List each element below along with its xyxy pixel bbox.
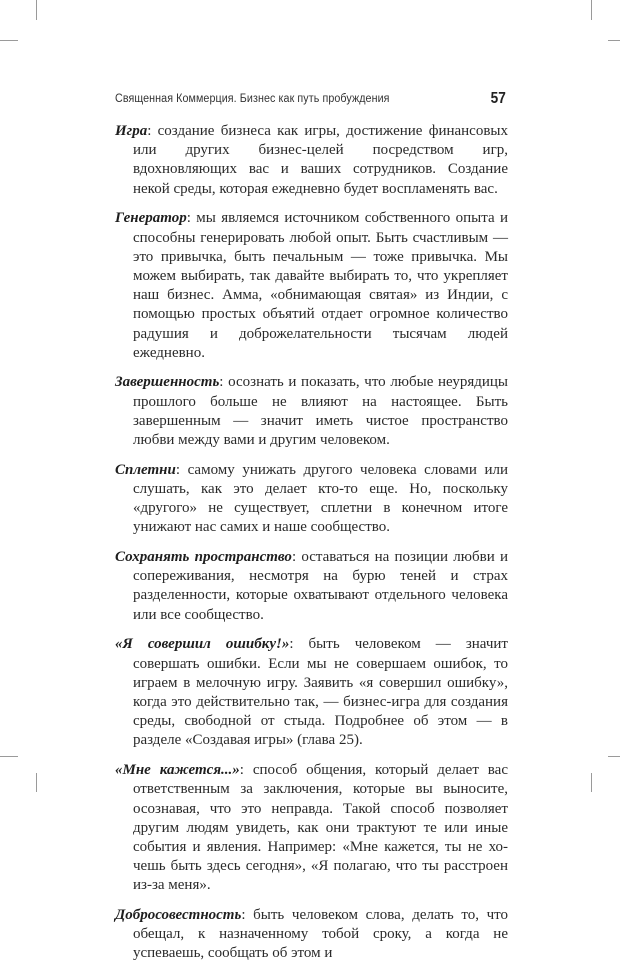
crop-mark-bottom-right-vertical xyxy=(591,773,592,792)
entry-separator: : xyxy=(219,374,224,391)
entry-separator: : xyxy=(175,461,181,478)
glossary-entry-integrity xyxy=(115,906,508,964)
entry-term: Сплетни xyxy=(115,461,176,478)
entry-term: Генератор xyxy=(115,210,187,227)
entry-definition: самому унижать другого человека словами или слушать, как это делает кто-то еще. Но, поскольку «другого» не существует, сплетни в конечном итоге унижают нас самих и наше сообщество. xyxy=(133,461,508,536)
glossary-entry-generator xyxy=(115,209,508,363)
entry-definition: быть человеком — значит совершать ошибки. Если мы не совершаем ошибок, то играем в мелочную игру. Заявить «я совершил ошибку», когда это действительно так, — бизнес-игра для создания среды, свободной от стыда. Подробнее об этом — в разделе «Создавая игры» (глава 25). xyxy=(133,636,508,749)
glossary-entry-i-made-mistake xyxy=(115,635,508,750)
entry-separator: : xyxy=(186,210,191,227)
crop-mark-bottom-left-horizontal xyxy=(0,756,18,757)
entry-term: «Мне кажется...» xyxy=(115,762,240,779)
running-title: Священная Коммерция. Бизнес как путь пробуждения xyxy=(115,93,390,105)
glossary-entry-gossip xyxy=(115,461,508,538)
entry-separator: : xyxy=(239,762,244,779)
crop-mark-top-right-horizontal xyxy=(608,40,620,41)
glossary-entry-game xyxy=(115,122,508,199)
crop-mark-bottom-right-horizontal xyxy=(608,756,620,757)
page-number: 57 xyxy=(490,90,506,107)
glossary-entry-completeness xyxy=(115,373,508,450)
entry-definition: способ общения, который делает вас ответственным за заключения, которые вы выносите, осознавая, что это неправда. Такой способ позволяет другим людям увидеть, как они трактуют те или иные события и явления. Например: «Мне кажется, ты не хочешь быть здесь сегодня», «Я полагаю, что ты расстроен из-за меня». xyxy=(133,762,508,894)
entry-term: Игра xyxy=(115,123,148,139)
entry-definition: быть человеком слова, делать то, что обещал, к назначенному тобой сроку, а когда не успеваешь, сообщать об этом и xyxy=(133,907,508,962)
entry-separator: : xyxy=(147,123,152,139)
page-header xyxy=(115,91,508,111)
entry-term: Завершенность xyxy=(115,374,220,391)
crop-mark-bottom-left-vertical xyxy=(36,773,37,792)
entry-separator: : xyxy=(241,907,246,924)
crop-mark-top-left-horizontal xyxy=(0,40,18,41)
entry-term: «Я совершил ошибку!» xyxy=(115,636,290,653)
entry-separator: : xyxy=(289,636,294,653)
crop-mark-top-right-vertical xyxy=(591,0,592,20)
glossary-entry-it-seems-to-me xyxy=(115,761,508,895)
entry-separator: : xyxy=(291,549,297,566)
glossary-body xyxy=(115,122,508,974)
entry-definition: оставаться на позиции любви и сопереживания, несмотря на бурю теней и страх разделенности, которые охватывают отдельного человека или все сообщество. xyxy=(133,549,508,623)
entry-definition: создание бизнеса как игры, достижение финансовых или других бизнес-целей посредством игр, вдохновляющих вас и ваших сотрудников. Создание некой среды, которая ежедневно будет воспламенять вас. xyxy=(133,123,508,197)
entry-term: Сохранять пространство xyxy=(115,549,292,566)
glossary-entry-holding-space xyxy=(115,548,508,625)
entry-definition: осознать и показать, что любые неурядицы прошлого больше не влияют на настоящее. Быть завершенным — значит иметь чистое пространство любви между вами и другим человеком. xyxy=(133,374,508,449)
entry-definition: мы являемся источником собственного опыта и способны генерировать любой опыт. Быть счастливым — это привычка, быть печальным — тоже привычка. Мы можем выбирать, так давайте выбирать то, что укрепляет наш бизнес. Амма, «обнимающая святая» из Индии, с помощью простых объятий отдает огромное количество радушия и доброжелательности тысячам людей ежедневно. xyxy=(133,210,508,361)
crop-mark-top-left-vertical xyxy=(36,0,37,20)
entry-term: Добросовестность xyxy=(115,907,242,924)
